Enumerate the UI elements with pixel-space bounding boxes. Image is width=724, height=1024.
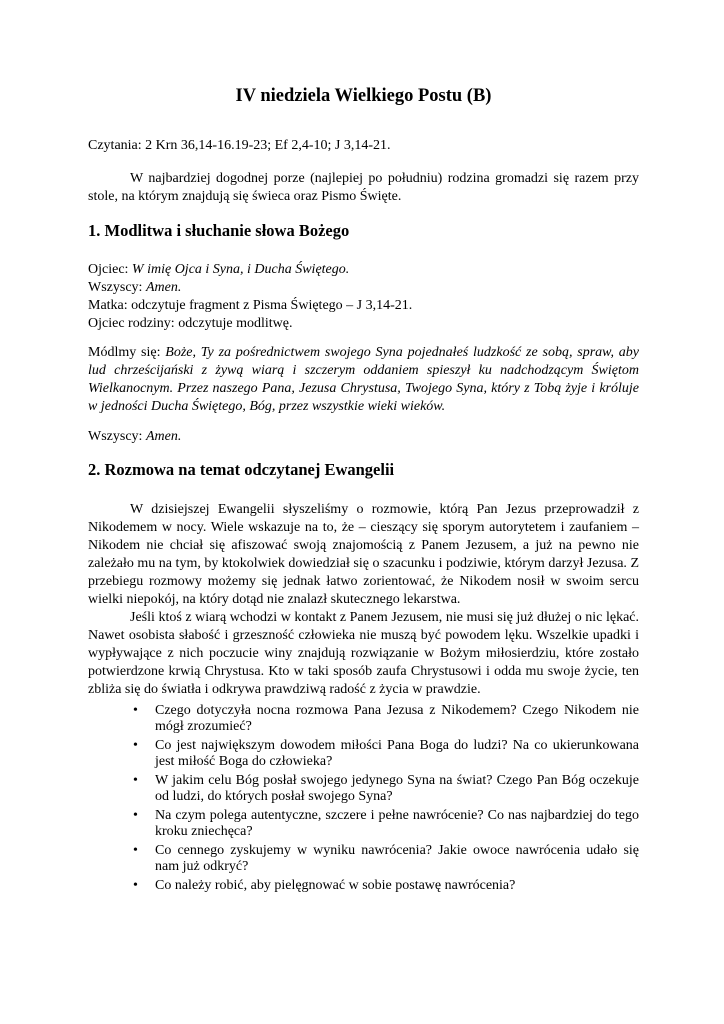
prayer-paragraph: Módlmy się: Boże, Ty za pośrednictwem swojego Syna pojednałeś ludzkość ze sobą, spraw, aby lud chrześcijański z żywą wiarą i szczerym oddaniem spieszył ku nadchodzącym Świętom Wielkanocnym. Przez naszego Pana, Jezusa Chrystusa, Twojego Syna, który z Tobą żyje i króluje w jedności Ducha Świętego, Bóg, przez wszystkie wieki wieków. [88,345,639,414]
liturgy-line: Wszyscy: Amen. [88,280,182,295]
liturgy-line: Matka: odczytuje fragment z Pisma Świętego – J 3,14-21. [88,298,413,313]
question-list [88,703,639,897]
page-title: IV niedziela Wielkiego Postu (B) [235,86,492,106]
bullet-icon: • [133,843,138,858]
list-item: • W jakim celu Bóg posłał swojego jedynego Syna na świat? Czego Pan Bóg oczekuje od ludzi, do których posłał swojego Syna? [133,773,639,804]
list-item: • Co cennego zyskujemy w wyniku nawrócenia? Jakie owoce nawrócenia udało się nam już odkryć? [133,843,639,874]
intro-paragraph: W najbardziej dogodnej porze (najlepiej po południu) rodzina gromadzi się razem przy stole, na którym znajdują się świeca oraz Pismo Święte. [88,171,639,204]
bullet-icon: • [133,738,138,753]
list-item: • Co jest największym dowodem miłości Pana Boga do ludzi? Na co ukierunkowana jest miłość Boga do człowieka? [133,738,639,769]
gospel-discussion [88,501,639,699]
response-line: Wszyscy: Amen. [88,429,182,444]
liturgy-line: Ojciec rodziny: odczytuje modlitwę. [88,316,293,331]
discussion-paragraph: W dzisiejszej Ewangelii słyszeliśmy o rozmowie, którą Pan Jezus przeprowadził z Nikodemem w nocy. Wiele wskazuje na to, że – cieszący się sporym autorytetem i zaufaniem – Nikodem nie chciał się afiszować swoją znajomością z Panem Jezusem, a już na pewno nie zależało mu na tym, by ktokolwiek dowiedział się o szacunku i podziwie, którym darzył Jezusa. Z przebiegu rozmowy możemy się jednak łatwo zorientować, że Nikodem nosił w swoim sercu wielki niepokój, na który dotąd nie znalazł skutecznego lekarstwa. [88,502,639,607]
section-1-heading: 1. Modlitwa i słuchanie słowa Bożego [88,221,350,240]
bullet-icon: • [133,878,138,893]
bullet-icon: • [133,773,138,788]
list-item: • Na czym polega autentyczne, szczere i pełne nawrócenie? Co nas najbardziej do tego kroku zniechęca? [133,808,639,839]
liturgy-line: Ojciec: W imię Ojca i Syna, i Ducha Świętego. [88,262,350,277]
discussion-paragraph: Jeśli ktoś z wiarą wchodzi w kontakt z Panem Jezusem, nie musi się już dłużej o nic lękać. Nawet osobista słabość i grzeszność człowieka nie muszą być powodem lęku. Wszelkie upadki i wypływające z nich poczucie winy znajdują rozwiązanie w Bożym miłosierdziu, które zostało potwierdzone krwią Chrystusa. Kto w taki sposób zaufa Chrystusowi i odda mu swoje życie, ten zbliża się do światła i odkrywa prawdziwą radość z życia w prawdzie. [88,610,639,697]
list-item: • Czego dotyczyła nocna rozmowa Pana Jezusa z Nikodemem? Czego Nikodem nie mógł zrozumieć? [133,703,639,734]
bullet-icon: • [133,703,138,718]
readings: Czytania: 2 Krn 36,14-16.19-23; Ef 2,4-10; J 3,14-21. [88,138,391,153]
liturgy-lines [88,261,639,333]
section-2-heading: 2. Rozmowa na temat odczytanej Ewangelii [88,460,395,479]
list-item: • Co należy robić, aby pielęgnować w sobie postawę nawrócenia? [133,878,516,893]
bullet-icon: • [133,808,138,823]
